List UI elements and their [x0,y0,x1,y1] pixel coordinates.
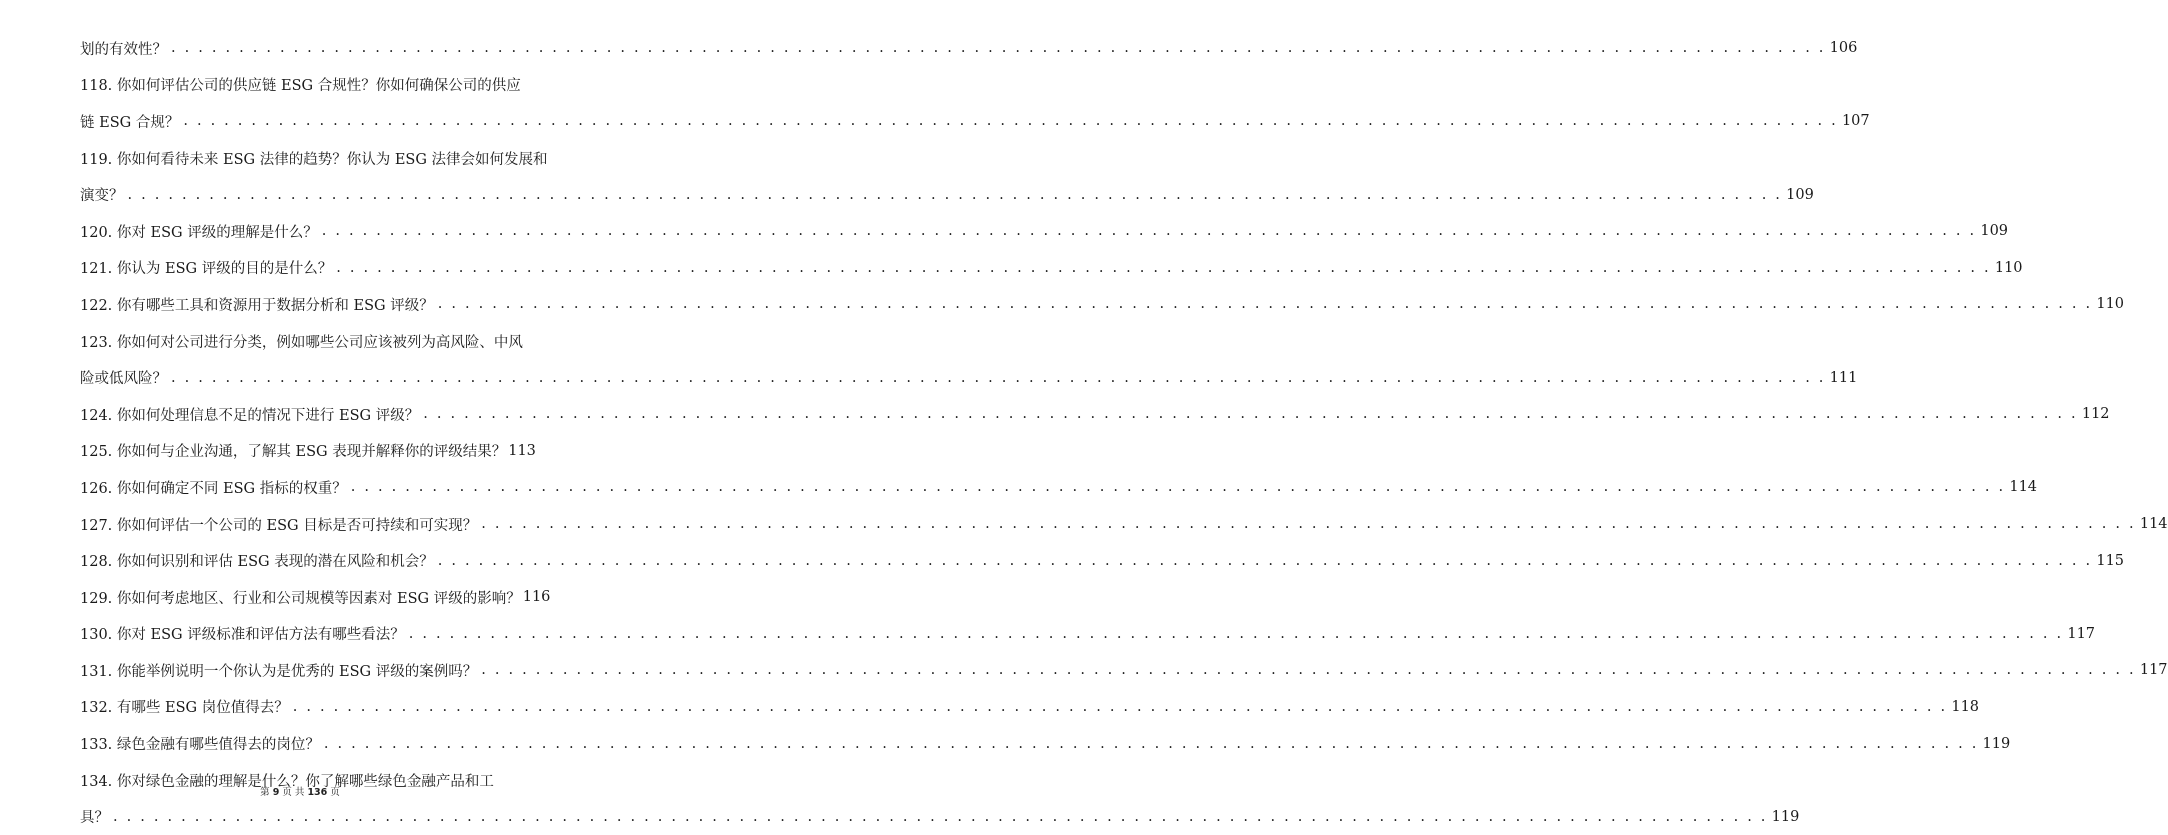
toc-entry-text: 119. 你如何看待未来 ESG 法律的趋势？你认为 ESG 法律会如何发展和 [80,151,548,168]
toc-entry-text: 险或低风险？ [80,371,167,388]
toc-entry-text: 133. 绿色金融有哪些值得去的岗位？ [80,737,320,754]
toc-entry-text: 126. 你如何确定不同 ESG 指标的权重？ [80,480,347,497]
toc-entry[interactable] [80,396,2110,433]
footer-suffix: 页 [330,787,340,798]
toc-entry-text: 划的有效性？ [80,41,167,58]
toc-entry[interactable] [80,359,1858,396]
toc-entry[interactable] [80,689,1980,726]
toc-page-number: 112 [2081,406,2110,423]
toc-leader-dots [171,40,1826,56]
toc-page-number: 119 [1771,808,1800,825]
toc-entry-text: 链 ESG 合规？ [80,114,180,131]
footer-prefix: 第 [260,787,270,798]
toc-leader-dots [481,516,2136,532]
toc-leader-dots [423,406,2078,422]
toc-entry-text: 演变？ [80,188,124,205]
toc-entry[interactable] [80,67,520,104]
toc-entry[interactable] [80,652,2168,689]
toc-page-number: 106 [1829,40,1858,57]
toc-entry-text: 120. 你对 ESG 评级的理解是什么？ [80,224,318,241]
toc-entry[interactable] [80,30,1858,67]
page-footer [0,784,600,798]
footer-middle: 页 共 [282,787,305,798]
toc-leader-dots [322,223,1977,239]
toc-page-number: 109 [1980,223,2009,240]
toc-entry[interactable] [80,286,2125,323]
toc-leader-dots [171,370,1826,386]
toc-entry[interactable] [80,542,2125,579]
toc-leader-dots [183,113,1838,129]
toc-entry-text: 122. 你有哪些工具和资源用于数据分析和 ESG 评级？ [80,297,434,314]
toc-leader-dots [351,479,2006,495]
toc-entry[interactable] [80,469,2038,506]
toc-entry[interactable] [80,798,1800,835]
toc-entry[interactable] [80,250,2023,287]
toc-entry-text: 134. 你对绿色金融的理解是什么？你了解哪些绿色金融产品和工 [80,773,494,790]
toc-page-number: 109 [1786,186,1814,203]
toc-entry[interactable] [80,725,2011,762]
toc-entry[interactable] [80,213,2009,250]
toc-page-number: 117 [2067,625,2096,642]
toc-entry-text: 121. 你认为 ESG 评级的目的是什么？ [80,261,333,278]
toc-page-number: 107 [1841,113,1870,130]
toc-leader-dots [324,736,1979,752]
toc-leader-dots [438,296,2093,312]
toc-entry-text: 131. 你能举例说明一个你认为是优秀的 ESG 评级的案例吗？ [80,663,478,680]
toc-page-number: 114 [2139,516,2168,533]
toc-entry-text: 132. 有哪些 ESG 岗位值得去？ [80,700,289,717]
toc-entry[interactable] [80,616,2096,653]
toc-page-number: 110 [2096,296,2125,313]
toc-page-number: 114 [2009,479,2038,496]
toc-leader-dots [293,699,1948,715]
toc-entry-text: 123. 你如何对公司进行分类，例如哪些公司应该被列为高风险、中风 [80,334,523,351]
toc-leader-dots [409,626,2064,642]
toc-entry-text: 128. 你如何识别和评估 ESG 表现的潜在风险和机会？ [80,554,434,571]
toc-page-number: 110 [1994,259,2023,276]
toc-entry[interactable] [80,506,2168,543]
toc-leader-dots [438,553,2093,569]
toc-entry-text: 129. 你如何考虑地区、行业和公司规模等因素对 ESG 评级的影响？ [80,590,521,607]
footer-current-page: 9 [272,787,280,798]
toc-leader-dots [481,662,2136,678]
toc-entry[interactable] [80,103,1870,140]
toc-entry-text: 118. 你如何评估公司的供应链 ESG 合规性？你如何确保公司的供应 [80,78,521,95]
toc-entry[interactable] [80,176,1814,213]
toc-entry[interactable] [80,140,548,177]
toc-entry-text: 127. 你如何评估一个公司的 ESG 目标是否可持续和可实现？ [80,517,478,534]
footer-total-pages: 136 [307,787,328,798]
toc-page-number: 116 [522,589,551,606]
toc-entry[interactable] [80,433,536,470]
toc-entry[interactable] [80,323,523,360]
toc-entry-text: 125. 你如何与企业沟通，了解其 ESG 表现并解释你的评级结果？ [80,444,507,461]
toc-leader-dots [336,260,1991,276]
toc-page-number: 118 [1951,698,1980,715]
toc-entry-text: 130. 你对 ESG 评级标准和评估方法有哪些看法？ [80,627,405,644]
toc-page-number: 113 [508,442,536,459]
toc-page-number: 115 [2096,552,2125,569]
toc-leader-dots [113,809,1768,825]
toc-page-number: 111 [1829,369,1858,386]
toc-page-number: 117 [2139,662,2168,679]
toc-entry-text: 124. 你如何处理信息不足的情况下进行 ESG 评级？ [80,407,420,424]
toc-page-number: 119 [1982,735,2011,752]
toc-leader-dots [128,187,1783,203]
toc-entry[interactable] [80,579,551,616]
table-of-contents [80,30,2168,835]
toc-entry-text: 具？ [80,810,109,827]
